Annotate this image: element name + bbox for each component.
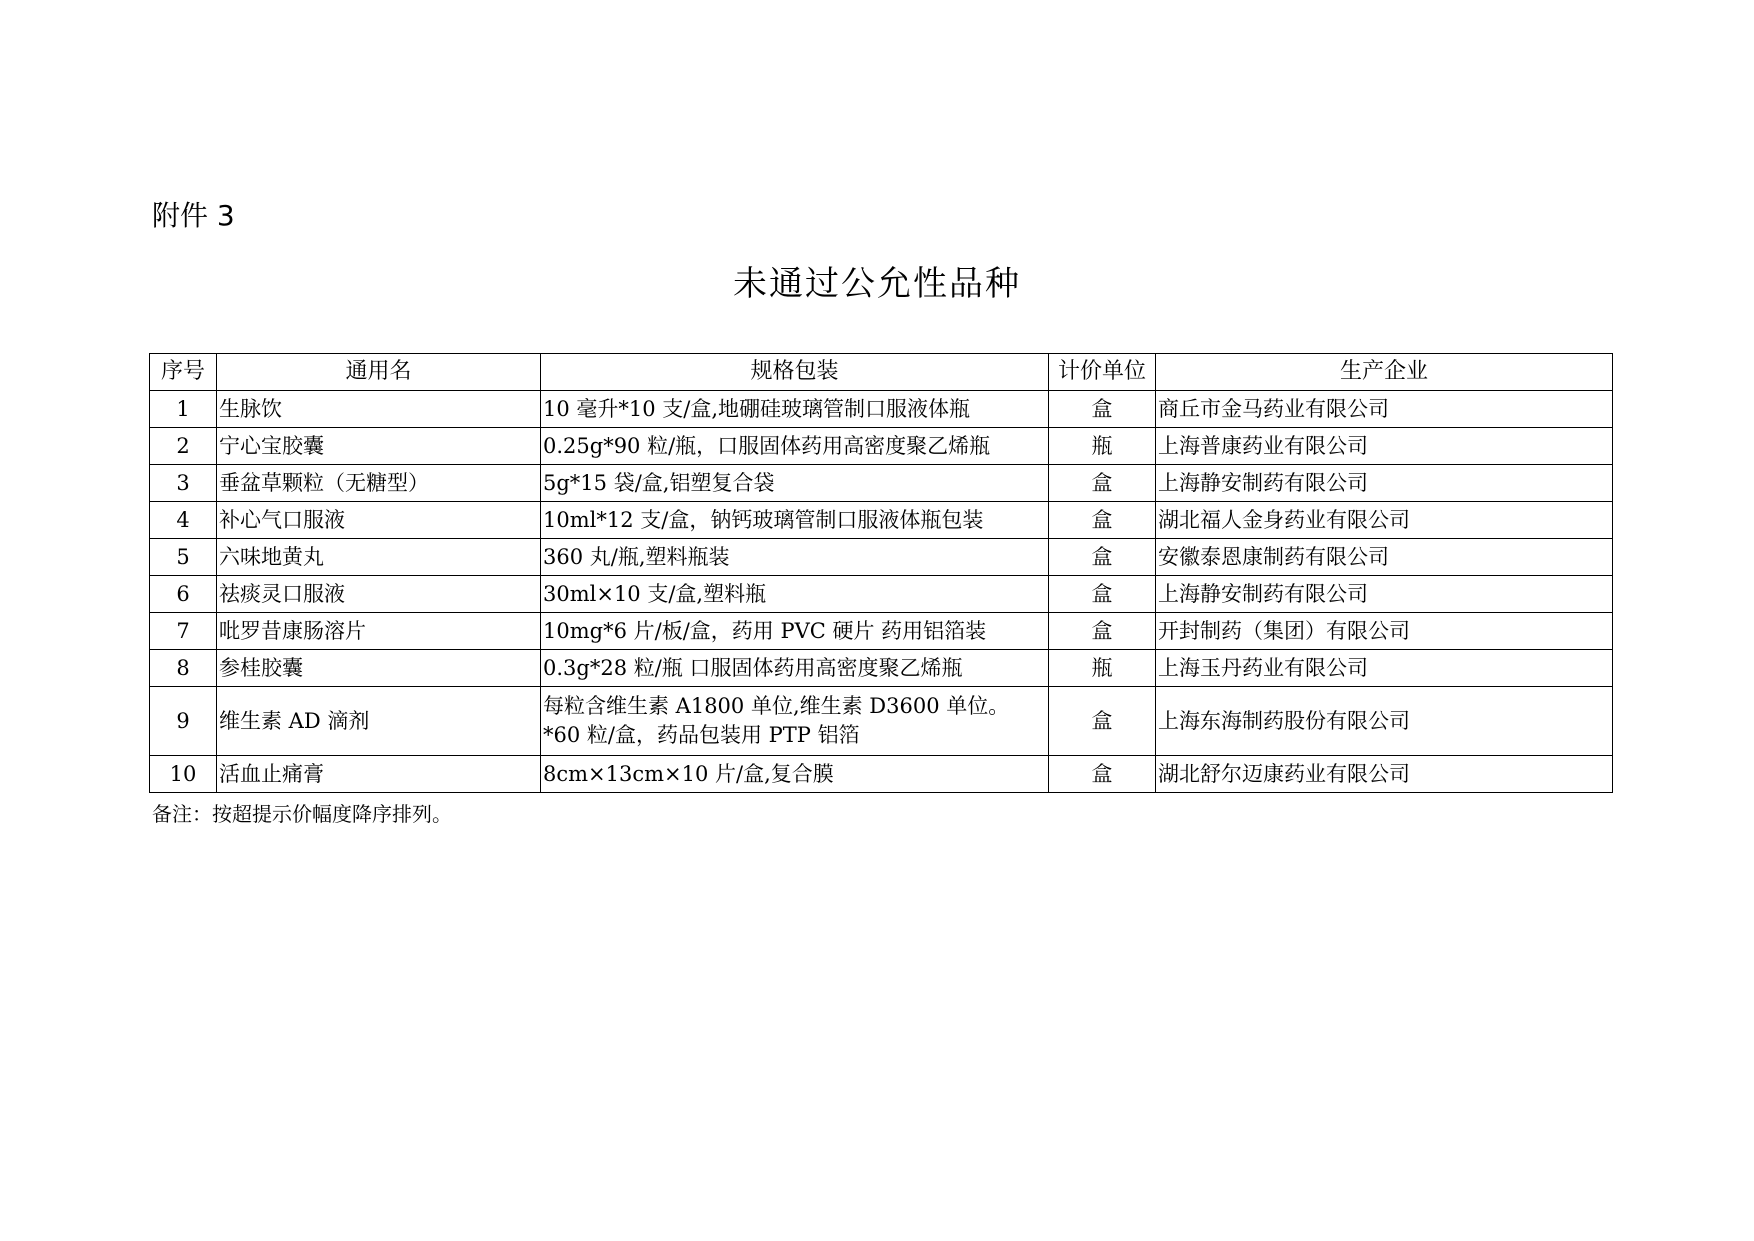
cell-spec: 5g*15 袋/盒,铝塑复合袋 (541, 465, 1049, 502)
cell-seq: 1 (150, 391, 217, 428)
cell-spec: 8cm×13cm×10 片/盒,复合膜 (541, 756, 1049, 793)
cell-maker: 上海静安制药有限公司 (1156, 465, 1613, 502)
cell-maker: 安徽泰恩康制药有限公司 (1156, 539, 1613, 576)
cell-unit: 盒 (1049, 613, 1156, 650)
cell-maker: 上海静安制药有限公司 (1156, 576, 1613, 613)
cell-maker: 上海玉丹药业有限公司 (1156, 650, 1613, 687)
cell-unit: 瓶 (1049, 428, 1156, 465)
cell-seq: 7 (150, 613, 217, 650)
cell-unit: 盒 (1049, 756, 1156, 793)
table-row (150, 391, 1613, 428)
cell-maker: 湖北舒尔迈康药业有限公司 (1156, 756, 1613, 793)
cell-spec: 10mg*6 片/板/盒，药用 PVC 硬片 药用铝箔装 (541, 613, 1049, 650)
table-header-row (150, 354, 1613, 391)
drug-table (149, 353, 1613, 793)
cell-unit: 盒 (1049, 687, 1156, 756)
table-row (150, 687, 1613, 756)
cell-maker: 上海东海制药股份有限公司 (1156, 687, 1613, 756)
cell-unit: 盒 (1049, 502, 1156, 539)
cell-seq: 6 (150, 576, 217, 613)
cell-name: 补心气口服液 (217, 502, 541, 539)
cell-name: 宁心宝胶囊 (217, 428, 541, 465)
cell-name: 祛痰灵口服液 (217, 576, 541, 613)
cell-name: 活血止痛膏 (217, 756, 541, 793)
document-title: 未通过公允性品种 (733, 264, 1021, 304)
table-row (150, 465, 1613, 502)
cell-unit: 盒 (1049, 465, 1156, 502)
cell-seq: 5 (150, 539, 217, 576)
cell-name: 维生素 AD 滴剂 (217, 687, 541, 756)
cell-spec: 10ml*12 支/盒，钠钙玻璃管制口服液体瓶包装 (541, 502, 1049, 539)
header-maker: 生产企业 (1156, 354, 1613, 391)
cell-maker: 上海普康药业有限公司 (1156, 428, 1613, 465)
cell-name: 生脉饮 (217, 391, 541, 428)
cell-name: 六味地黄丸 (217, 539, 541, 576)
cell-name: 参桂胶囊 (217, 650, 541, 687)
cell-spec: 360 丸/瓶,塑料瓶装 (541, 539, 1049, 576)
cell-maker: 湖北福人金身药业有限公司 (1156, 502, 1613, 539)
table-row (150, 428, 1613, 465)
remark-note: 备注：按超提示价幅度降序排列。 (152, 802, 452, 826)
cell-unit: 盒 (1049, 391, 1156, 428)
cell-seq: 2 (150, 428, 217, 465)
cell-maker: 商丘市金马药业有限公司 (1156, 391, 1613, 428)
cell-spec: 0.25g*90 粒/瓶，口服固体药用高密度聚乙烯瓶 (541, 428, 1049, 465)
header-name: 通用名 (217, 354, 541, 391)
attachment-label: 附件 3 (152, 199, 235, 232)
table-row (150, 613, 1613, 650)
table-row (150, 756, 1613, 793)
table-row (150, 650, 1613, 687)
cell-seq: 10 (150, 756, 217, 793)
table-row (150, 502, 1613, 539)
cell-seq: 4 (150, 502, 217, 539)
cell-unit: 盒 (1049, 539, 1156, 576)
cell-maker: 开封制药（集团）有限公司 (1156, 613, 1613, 650)
cell-name: 垂盆草颗粒（无糖型） (217, 465, 541, 502)
cell-spec: 0.3g*28 粒/瓶 口服固体药用高密度聚乙烯瓶 (541, 650, 1049, 687)
header-spec: 规格包装 (541, 354, 1049, 391)
cell-unit: 盒 (1049, 576, 1156, 613)
header-unit: 计价单位 (1049, 354, 1156, 391)
cell-name: 吡罗昔康肠溶片 (217, 613, 541, 650)
header-seq: 序号 (150, 354, 217, 391)
table-row (150, 576, 1613, 613)
cell-seq: 3 (150, 465, 217, 502)
table-row (150, 539, 1613, 576)
cell-unit: 瓶 (1049, 650, 1156, 687)
cell-seq: 9 (150, 687, 217, 756)
cell-spec: 每粒含维生素 A1800 单位,维生素 D3600 单位。*60 粒/盒，药品包装用 PTP 铝箔 (541, 687, 1049, 756)
cell-spec: 10 毫升*10 支/盒,地硼硅玻璃管制口服液体瓶 (541, 391, 1049, 428)
cell-seq: 8 (150, 650, 217, 687)
cell-spec: 30ml×10 支/盒,塑料瓶 (541, 576, 1049, 613)
